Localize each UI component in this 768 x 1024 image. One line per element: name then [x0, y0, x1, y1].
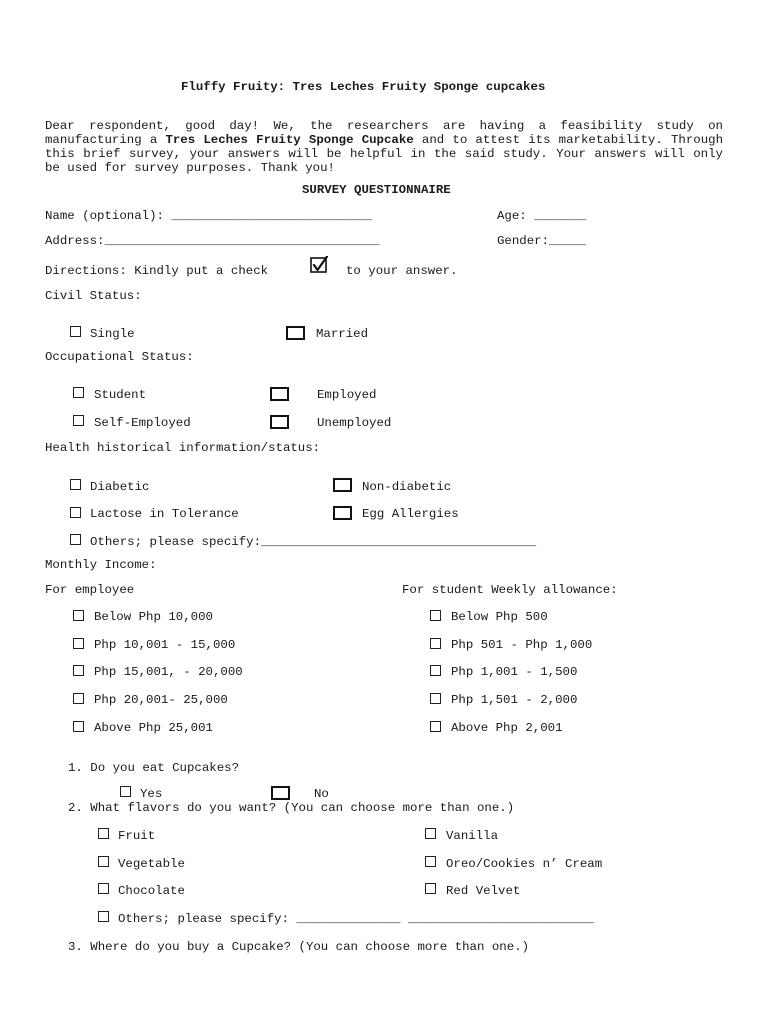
health-heading: Health historical information/status:	[45, 441, 321, 455]
checkbox-unemployed[interactable]	[270, 415, 289, 429]
employee-income-option: Php 15,001, - 20,000	[94, 665, 243, 679]
employee-income-option: Php 10,001 - 15,000	[94, 638, 236, 652]
intro-product-name: Tres Leches Fruity Sponge Cupcake	[165, 133, 414, 147]
checkbox-employee-income-1[interactable]	[73, 610, 84, 621]
checkbox-employee-income-4[interactable]	[73, 693, 84, 704]
age-field[interactable]: Age: _______	[497, 209, 587, 223]
flavor-others-field[interactable]: Others; please specify: ______________ _________________________	[118, 912, 594, 926]
intro-paragraph	[45, 119, 723, 175]
student-allowance-heading: For student Weekly allowance:	[402, 583, 618, 597]
survey-heading: SURVEY QUESTIONNAIRE	[302, 183, 451, 197]
flavor-option: Oreo/Cookies n’ Cream	[446, 857, 603, 871]
checkbox-egg-allergies[interactable]	[333, 506, 352, 520]
checkbox-employee-income-2[interactable]	[73, 638, 84, 649]
student-allowance-option: Below Php 500	[451, 610, 548, 624]
name-field[interactable]: Name (optional): ___________________________	[45, 209, 373, 223]
checkbox-flavor-others[interactable]	[98, 911, 109, 922]
checkbox-student-allowance-3[interactable]	[430, 665, 441, 676]
option-employed: Employed	[317, 388, 377, 402]
checkbox-fruit[interactable]	[98, 828, 109, 839]
option-single: Single	[90, 327, 135, 341]
checkbox-student-allowance-1[interactable]	[430, 610, 441, 621]
monthly-income-heading: Monthly Income:	[45, 558, 157, 572]
flavor-option: Vegetable	[118, 857, 185, 871]
checkbox-no[interactable]	[271, 786, 290, 800]
option-yes: Yes	[140, 787, 163, 801]
question-2: 2. What flavors do you want? (You can choose more than one.)	[68, 801, 515, 815]
student-allowance-option: Php 1,501 - 2,000	[451, 693, 578, 707]
question-3: 3. Where do you buy a Cupcake? (You can choose more than one.)	[68, 940, 530, 954]
employee-income-heading: For employee	[45, 583, 135, 597]
checkbox-health-others[interactable]	[70, 534, 81, 545]
option-no: No	[314, 787, 329, 801]
checkbox-student-allowance-2[interactable]	[430, 638, 441, 649]
checkbox-single[interactable]	[70, 326, 81, 337]
employee-income-option: Below Php 10,000	[94, 610, 213, 624]
student-allowance-option: Php 1,001 - 1,500	[451, 665, 578, 679]
flavor-option: Vanilla	[446, 829, 499, 843]
checkbox-vegetable[interactable]	[98, 856, 109, 867]
checkbox-non-diabetic[interactable]	[333, 478, 352, 492]
employee-income-option: Php 20,001- 25,000	[94, 693, 228, 707]
checkbox-employee-income-3[interactable]	[73, 665, 84, 676]
question-1: 1. Do you eat Cupcakes?	[68, 761, 240, 775]
checkbox-employee-income-5[interactable]	[73, 721, 84, 732]
checkbox-married[interactable]	[286, 326, 305, 340]
student-allowance-option: Php 501 - Php 1,000	[451, 638, 593, 652]
option-egg-allergies: Egg Allergies	[362, 507, 459, 521]
checkbox-self-employed[interactable]	[73, 415, 84, 426]
occupational-status-heading: Occupational Status:	[45, 350, 194, 364]
student-allowance-option: Above Php 2,001	[451, 721, 563, 735]
option-lactose-intolerance: Lactose in Tolerance	[90, 507, 239, 521]
address-field[interactable]: Address:_____________________________________	[45, 234, 380, 248]
directions-text: Directions: Kindly put a check	[45, 264, 269, 278]
option-married: Married	[316, 327, 369, 341]
checkbox-employed[interactable]	[270, 387, 289, 401]
option-non-diabetic: Non-diabetic	[362, 480, 452, 494]
checkbox-chocolate[interactable]	[98, 883, 109, 894]
employee-income-option: Above Php 25,001	[94, 721, 213, 735]
flavor-option: Fruit	[118, 829, 156, 843]
checkbox-yes[interactable]	[120, 786, 131, 797]
document-title: Fluffy Fruity: Tres Leches Fruity Sponge cupcakes	[181, 80, 546, 94]
option-self-employed: Self-Employed	[94, 416, 191, 430]
gender-field[interactable]: Gender:_____	[497, 234, 587, 248]
checkbox-vanilla[interactable]	[425, 828, 436, 839]
checkbox-student[interactable]	[73, 387, 84, 398]
intro-text-before: Dear respondent, good day! We, the researchers are having a feasibility study on manufacturing a	[45, 119, 723, 147]
checked-box-icon	[310, 256, 328, 274]
checkbox-red-velvet[interactable]	[425, 883, 436, 894]
intro-text-after: and to attest its marketability. Through this brief survey, your answers will be helpful in the said study. Your answers will only be used for survey purposes. Thank you!	[45, 133, 723, 175]
checkbox-lactose-intolerance[interactable]	[70, 507, 81, 518]
option-diabetic: Diabetic	[90, 480, 150, 494]
flavor-option: Chocolate	[118, 884, 185, 898]
checkbox-student-allowance-4[interactable]	[430, 693, 441, 704]
checkbox-oreo-cookies[interactable]	[425, 856, 436, 867]
checkbox-student-allowance-5[interactable]	[430, 721, 441, 732]
flavor-option: Red Velvet	[446, 884, 521, 898]
civil-status-heading: Civil Status:	[45, 289, 142, 303]
health-others-field[interactable]: Others; please specify:_____________________________________	[90, 535, 537, 549]
option-student: Student	[94, 388, 147, 402]
directions-text-end: to your answer.	[346, 264, 458, 278]
option-unemployed: Unemployed	[317, 416, 392, 430]
checkbox-diabetic[interactable]	[70, 479, 81, 490]
